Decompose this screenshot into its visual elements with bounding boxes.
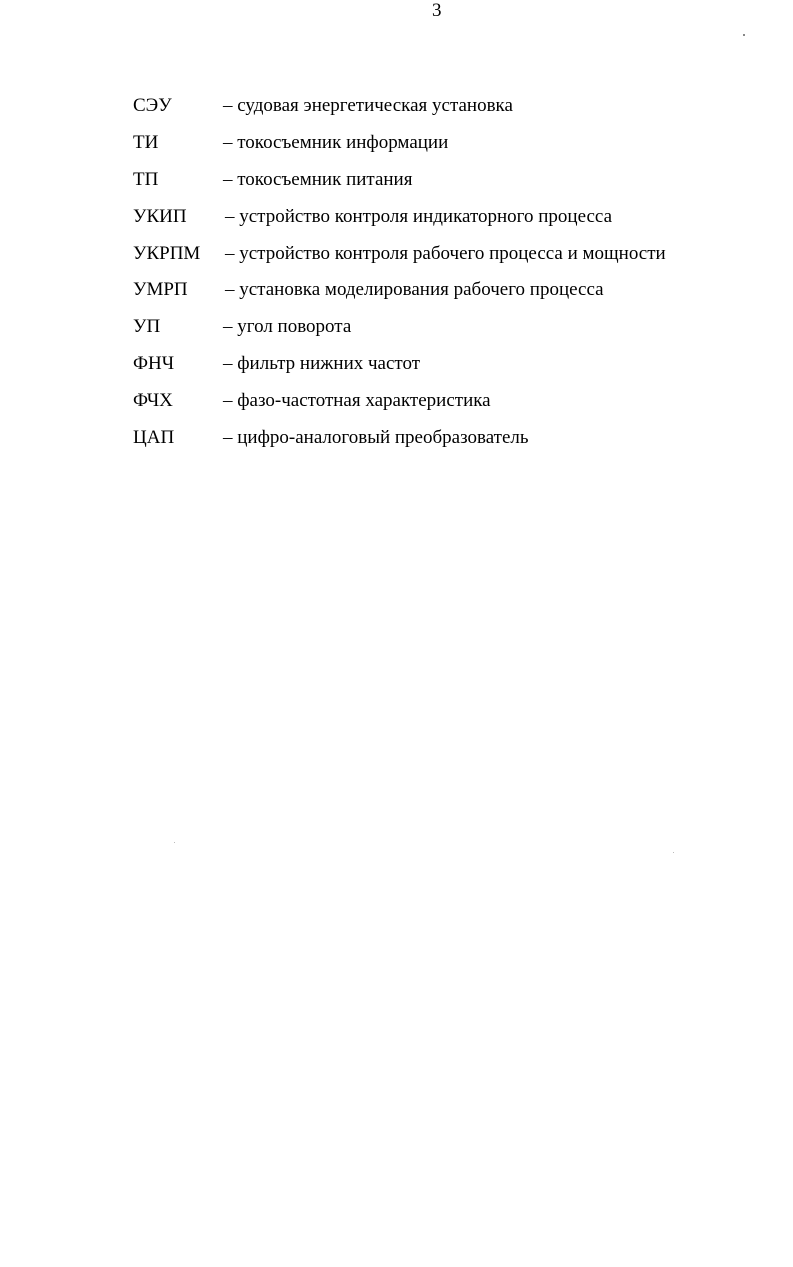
page-number: 3	[432, 0, 442, 21]
abbreviation-row	[133, 88, 666, 125]
abbreviation-term: ЦАП	[133, 426, 175, 448]
abbreviation-term: УМРП	[133, 279, 188, 301]
abbreviation-row	[133, 382, 666, 419]
abbreviation-term: СЭУ	[133, 95, 172, 117]
abbreviation-definition: – фазо-частотная характеристика	[223, 389, 491, 411]
abbreviation-definition: – устройство контроля индикаторного процесса	[225, 205, 613, 227]
abbreviation-definition: – цифро-аналоговый преобразователь	[223, 426, 529, 448]
abbreviation-term: УП	[133, 316, 161, 338]
abbreviation-term: ФЧХ	[133, 389, 173, 411]
scan-speck	[743, 34, 745, 36]
abbreviation-row	[133, 125, 666, 162]
abbreviation-definition: – устройство контроля рабочего процесса и мощности	[225, 242, 666, 264]
abbreviation-term: УКРПМ	[133, 242, 201, 264]
abbreviation-row	[133, 235, 666, 272]
abbreviation-definition: – угол поворота	[223, 316, 352, 338]
abbreviation-term: ТИ	[133, 132, 159, 154]
abbreviation-list	[133, 88, 666, 456]
abbreviation-definition: – токосъемник питания	[223, 168, 413, 190]
abbreviation-row	[133, 162, 666, 199]
abbreviation-definition: – судовая энергетическая установка	[223, 95, 513, 117]
abbreviation-term: ТП	[133, 168, 159, 190]
abbreviation-row	[133, 346, 666, 383]
abbreviation-row	[133, 272, 666, 309]
scan-speck	[174, 842, 175, 843]
abbreviation-term: УКИП	[133, 205, 187, 227]
abbreviation-term: ФНЧ	[133, 352, 175, 374]
abbreviation-definition: – установка моделирования рабочего процесса	[225, 279, 604, 301]
abbreviation-row	[133, 419, 666, 456]
abbreviation-definition: – фильтр нижних частот	[223, 352, 421, 374]
abbreviation-definition: – токосъемник информации	[223, 132, 449, 154]
abbreviation-row	[133, 309, 666, 346]
scan-speck	[673, 852, 674, 853]
abbreviation-row	[133, 198, 666, 235]
